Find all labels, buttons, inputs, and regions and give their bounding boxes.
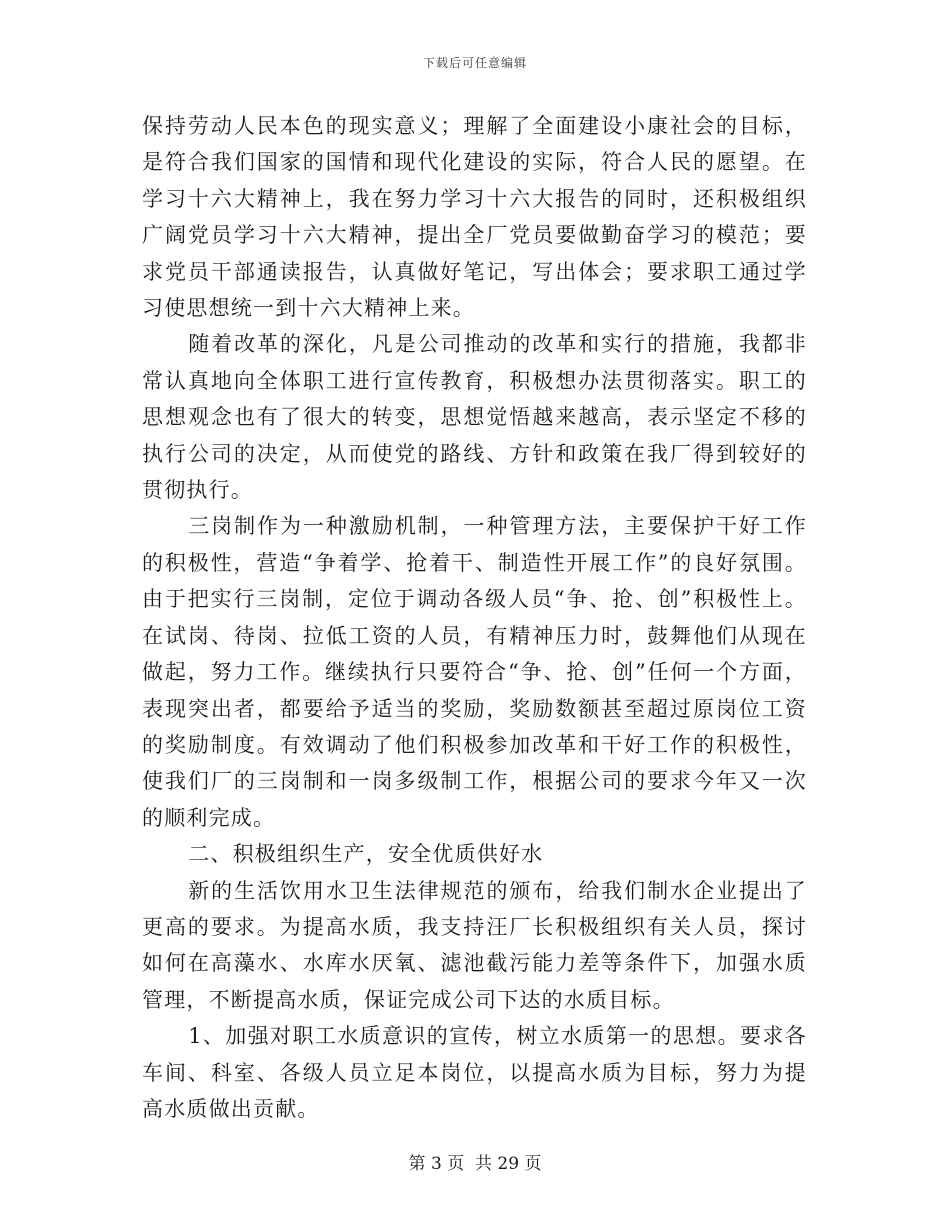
paragraph: 保持劳动人民本色的现实意义；理解了全面建设小康社会的目标，是符合我们国家的国情和现代化建设的实际，符合人民的愿望。在学习十六大精神上，我在努力学习十六大报告的同时，还积极组织广阔党员学习十六大精神，提出全厂党员要做勤奋学习的模范；要求党员干部通读报告，认真做好笔记，写出体会；要求职工通过学习使思想统一到十六大精神上来。 bbox=[142, 114, 807, 321]
section-heading: 二、积极组织生产，安全优质供好水 bbox=[188, 842, 544, 867]
page-header: 下载后可任意编辑 bbox=[422, 56, 527, 70]
page-footer-middle: 页 共 bbox=[447, 1154, 492, 1174]
current-page-number: 3 bbox=[430, 1154, 442, 1174]
page-footer-suffix: 页 bbox=[524, 1154, 542, 1174]
paragraph: 随着改革的深化，凡是公司推动的改革和实行的措施，我都非常认真地向全体职工进行宣传教育，积极想办法贯彻落实。职工的思想观念也有了很大的转变，思想觉悟越来越高，表示坚定不移的执行公司的决定，从而使党的路线、方针和政策在我厂得到较好的贯彻执行。 bbox=[142, 332, 807, 503]
page-footer-prefix: 第 bbox=[408, 1154, 426, 1174]
paragraph: 新的生活饮用水卫生法律规范的颁布，给我们制水企业提出了更高的要求。为提高水质，我支持汪厂长积极组织有关人员，探讨如何在高藻水、水库水厌氧、滤池截污能力差等条件下，加强水质管理，不断提高水质，保证完成公司下达的水质目标。 bbox=[142, 878, 807, 1012]
document-body bbox=[142, 108, 807, 1127]
paragraph: 三岗制作为一种激励机制，一种管理方法，主要保护干好工作的积极性，营造“争着学、抢着干、制造性开展工作”的良好氛围。由于把实行三岗制，定位于调动各级人员“争、抢、创”积极性上。在试岗、待岗、拉低工资的人员，有精神压力时，鼓舞他们从现在做起，努力工作。继续执行只要符合“争、抢、创”任何一个方面，表现突出者，都要给予适当的奖励，奖励数额甚至超过原岗位工资的奖励制度。有效调动了他们积极参加改革和干好工作的积极性，使我们厂的三岗制和一岗多级制工作，根据公司的要求今年又一次的顺利完成。 bbox=[142, 514, 807, 830]
page-footer bbox=[0, 1154, 950, 1174]
paragraph: 1、加强对职工水质意识的宣传，树立水质第一的思想。要求各车间、科室、各级人员立足本岗位，以提高水质为目标，努力为提高水质做出贡献。 bbox=[142, 1024, 807, 1121]
total-page-count: 29 bbox=[497, 1154, 520, 1174]
